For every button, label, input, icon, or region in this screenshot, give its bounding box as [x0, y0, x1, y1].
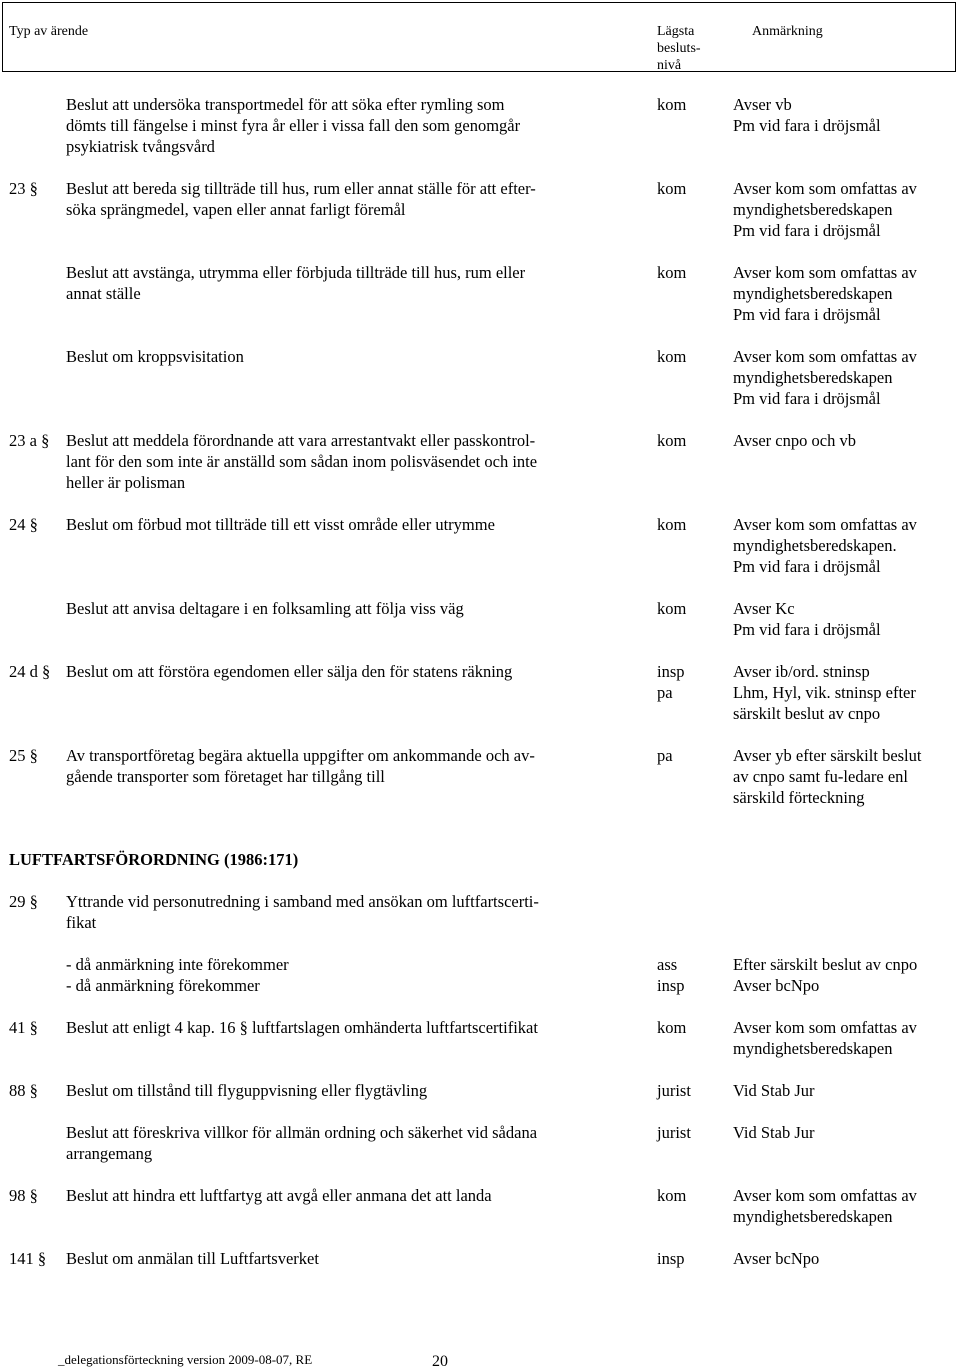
row-note — [733, 598, 958, 640]
row-note — [733, 661, 958, 724]
column-header-note: Anmärkning — [752, 24, 823, 39]
row-description — [66, 1248, 596, 1269]
row-level-line: jurist — [657, 1081, 691, 1100]
column-header-type: Typ av ärende — [9, 24, 89, 39]
row-note-line: Avser vb — [733, 95, 792, 114]
row-level — [657, 1122, 727, 1143]
row-level — [657, 262, 727, 283]
row-description-line: Beslut att undersöka transportmedel för att söka efter rymling som — [66, 95, 505, 114]
row-note-line: myndighetsberedskapen — [733, 200, 893, 219]
row-level — [657, 178, 727, 199]
row-note-line: Pm vid fara i dröjsmål — [733, 557, 881, 576]
row-note-line: Avser kom som omfattas av — [733, 515, 917, 534]
row-note-line: Pm vid fara i dröjsmål — [733, 389, 881, 408]
row-level-line: insp — [657, 1249, 685, 1268]
row-level-line: kom — [657, 1018, 687, 1037]
row-level — [657, 430, 727, 451]
row-note — [733, 430, 958, 451]
row-note-line: myndighetsberedskapen. — [733, 536, 897, 555]
row-level-line: kom — [657, 515, 687, 534]
row-note-line: Pm vid fara i dröjsmål — [733, 620, 881, 639]
row-description-line: Beslut att anvisa deltagare i en folksamling att följa viss väg — [66, 599, 464, 618]
row-description-line: Beslut att föreskriva villkor för allmän ordning och säkerhet vid sådana — [66, 1123, 538, 1142]
row-note-line: Pm vid fara i dröjsmål — [733, 116, 881, 135]
row-note-line: särskilt beslut av cnpo — [733, 704, 881, 723]
row-description-line: Beslut att meddela förordnande att vara arrestantvakt eller passkontrol- — [66, 431, 536, 450]
row-level-line: jurist — [657, 1123, 691, 1142]
row-level-line: kom — [657, 599, 687, 618]
column-header-level: Lägsta besluts- nivå — [657, 24, 701, 73]
row-description-line: annat ställe — [66, 284, 141, 303]
row-note-line: Efter särskilt beslut av cnpo — [733, 955, 918, 974]
row-note-line: myndighetsberedskapen — [733, 1207, 893, 1226]
row-note-line: myndighetsberedskapen — [733, 368, 893, 387]
row-level — [657, 514, 727, 535]
paragraph-number: 25 § — [9, 746, 38, 765]
row-description-line: Beslut om att förstöra egendomen eller sälja den för statens räkning — [66, 662, 513, 681]
row-note — [733, 1185, 958, 1227]
row-note — [733, 954, 958, 996]
row-level-line: kom — [657, 347, 687, 366]
paragraph-number: 141 § — [9, 1249, 47, 1268]
row-level — [657, 1017, 727, 1038]
row-description — [66, 178, 596, 220]
row-description-line: Beslut att avstänga, utrymma eller förbjuda tillträde till hus, rum eller — [66, 263, 526, 282]
row-note — [733, 178, 958, 241]
row-note-line: Avser kom som omfattas av — [733, 1018, 917, 1037]
row-level-line: pa — [657, 683, 673, 702]
row-note-line: myndighetsberedskapen — [733, 284, 893, 303]
row-note-line: Avser cnpo och vb — [733, 431, 856, 450]
row-description — [66, 262, 596, 304]
row-note — [733, 94, 958, 136]
row-level-line: kom — [657, 431, 687, 450]
paragraph-number: 41 § — [9, 1018, 38, 1037]
row-note — [733, 346, 958, 409]
row-level — [657, 745, 727, 766]
row-level — [657, 661, 727, 703]
row-note-line: Lhm, Hyl, vik. stninsp efter — [733, 683, 916, 702]
row-note — [733, 514, 958, 577]
row-level — [657, 346, 727, 367]
row-description — [66, 346, 596, 367]
row-description-line: - då anmärkning inte förekommer — [66, 955, 289, 974]
row-level-line: kom — [657, 179, 687, 198]
row-description — [66, 661, 596, 682]
row-description-line: Beslut att bereda sig tillträde till hus, rum eller annat ställe för att efter- — [66, 179, 536, 198]
row-note-line: Avser kom som omfattas av — [733, 1186, 917, 1205]
row-level — [657, 954, 727, 996]
row-level — [657, 598, 727, 619]
row-level — [657, 1248, 727, 1269]
paragraph-number: 24 § — [9, 515, 38, 534]
row-description-line: Beslut om tillstånd till flyguppvisning eller flygtävling — [66, 1081, 428, 1100]
row-note-line: Pm vid fara i dröjsmål — [733, 305, 881, 324]
row-description — [66, 891, 596, 933]
row-note-line: särskild förteckning — [733, 788, 865, 807]
row-note-line: Avser bcNpo — [733, 1249, 820, 1268]
row-note-line: Avser bcNpo — [733, 976, 820, 995]
row-level-line: insp — [657, 662, 685, 681]
footer-text: _delegationsförteckning version 2009-08-07, RE — [58, 1352, 313, 1367]
row-description-line: Av transportföretag begära aktuella uppgifter om ankommande och av- — [66, 746, 535, 765]
row-level-line: kom — [657, 263, 687, 282]
row-description-line: arrangemang — [66, 1144, 153, 1163]
section-title: LUFTFARTSFÖRORDNING (1986:171) — [9, 850, 299, 869]
row-note-line: Avser ib/ord. stninsp — [733, 662, 870, 681]
row-note — [733, 1122, 958, 1143]
row-level-line: insp — [657, 976, 685, 995]
row-level — [657, 94, 727, 115]
row-description-line: fikat — [66, 913, 97, 932]
row-note — [733, 1080, 958, 1101]
row-description-line: Beslut om anmälan till Luftfartsverket — [66, 1249, 319, 1268]
table-header — [2, 2, 956, 72]
row-description-line: - då anmärkning förekommer — [66, 976, 260, 995]
row-description-line: lant för den som inte är anställd som sådan inom polisväsendet och inte — [66, 452, 538, 471]
paragraph-number: 24 d § — [9, 662, 51, 681]
row-level — [657, 1080, 727, 1101]
row-description — [66, 430, 596, 493]
row-note — [733, 262, 958, 325]
row-level-line: ass — [657, 955, 678, 974]
row-description-line: Beslut om förbud mot tillträde till ett visst område eller utrymme — [66, 515, 495, 534]
row-description — [66, 94, 596, 157]
row-level — [657, 1185, 727, 1206]
row-level-line: kom — [657, 95, 687, 114]
row-description-line: dömts till fängelse i minst fyra år eller i vissa fall den som genomgår — [66, 116, 521, 135]
row-description-line: psykiatrisk tvångsvård — [66, 137, 215, 156]
row-description — [66, 1080, 596, 1101]
row-note-line: Vid Stab Jur — [733, 1123, 815, 1142]
row-description-line: Yttrande vid personutredning i samband med ansökan om luftfartscerti- — [66, 892, 539, 911]
row-note-line: av cnpo samt fu-ledare enl — [733, 767, 909, 786]
row-note-line: Avser kom som omfattas av — [733, 347, 917, 366]
row-note-line: Avser kom som omfattas av — [733, 179, 917, 198]
row-description — [66, 954, 596, 996]
row-description-line: Beslut att hindra ett luftfartyg att avgå eller anmana det att landa — [66, 1186, 492, 1205]
row-note-line: Avser Kc — [733, 599, 795, 618]
row-note-line: Avser yb efter särskilt beslut — [733, 746, 922, 765]
paragraph-number: 23 § — [9, 179, 38, 198]
row-description-line: söka sprängmedel, vapen eller annat farligt föremål — [66, 200, 406, 219]
row-note — [733, 1017, 958, 1059]
row-description — [66, 1122, 596, 1164]
row-note-line: Pm vid fara i dröjsmål — [733, 221, 881, 240]
row-level-line: pa — [657, 746, 673, 765]
row-description-line: Beslut om kroppsvisitation — [66, 347, 244, 366]
paragraph-number: 29 § — [9, 892, 38, 911]
row-note — [733, 745, 958, 808]
paragraph-number: 88 § — [9, 1081, 38, 1100]
row-description — [66, 745, 596, 787]
row-description-line: Beslut att enligt 4 kap. 16 § luftfartslagen omhänderta luftfartscertifikat — [66, 1018, 538, 1037]
row-description — [66, 1017, 596, 1038]
row-description — [66, 598, 596, 619]
row-note-line: Vid Stab Jur — [733, 1081, 815, 1100]
paragraph-number: 23 a § — [9, 431, 50, 450]
row-note-line: myndighetsberedskapen — [733, 1039, 893, 1058]
paragraph-number: 98 § — [9, 1186, 38, 1205]
row-level-line: kom — [657, 1186, 687, 1205]
page-number: 20 — [432, 1353, 448, 1370]
row-note-line: Avser kom som omfattas av — [733, 263, 917, 282]
row-description — [66, 1185, 596, 1206]
row-note — [733, 1248, 958, 1269]
row-description — [66, 514, 596, 535]
row-description-line: gående transporter som företaget har tillgång till — [66, 767, 385, 786]
row-description-line: heller är polisman — [66, 473, 186, 492]
